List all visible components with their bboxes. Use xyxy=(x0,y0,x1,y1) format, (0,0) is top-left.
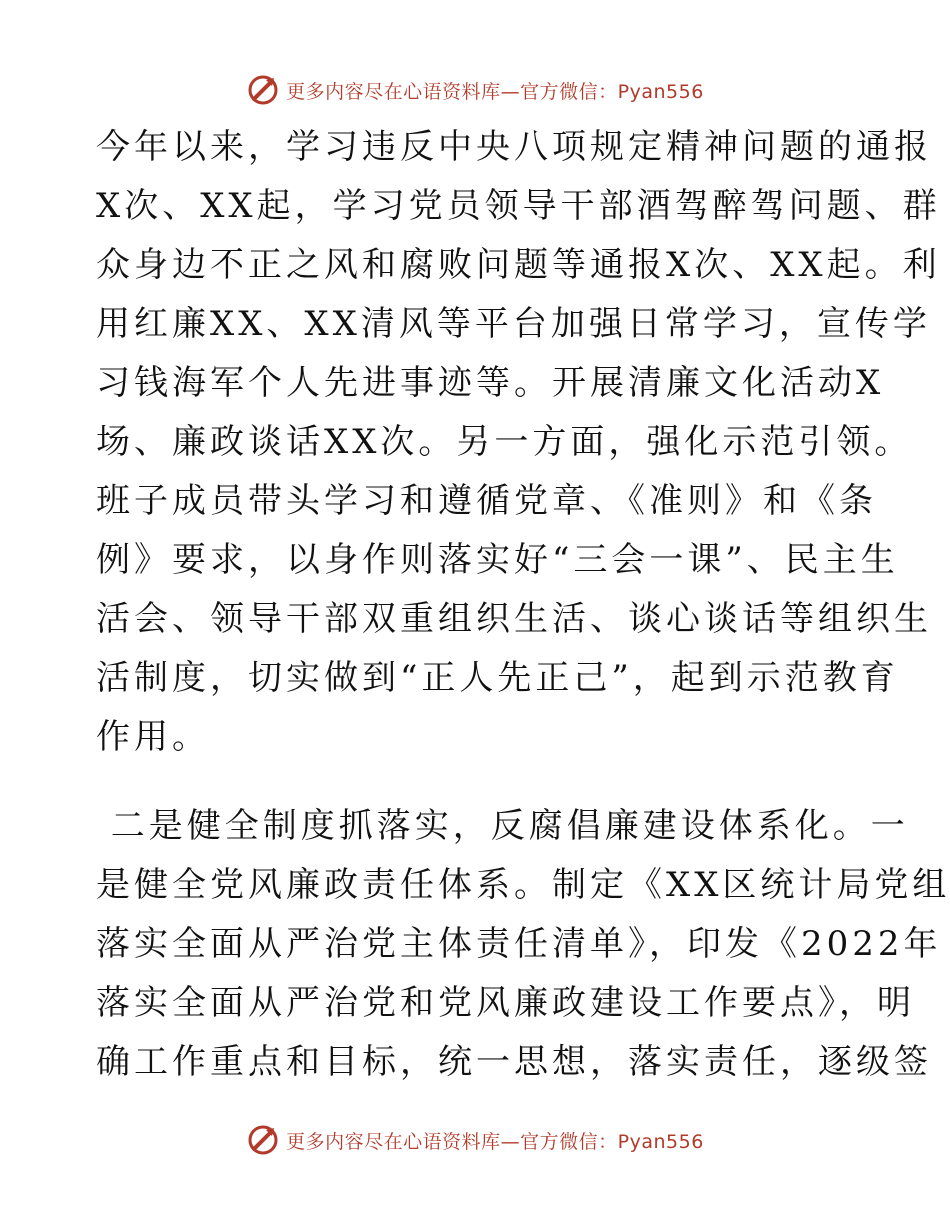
text-line: 班子成员带头学习和遵循党章、《准则》和《条 xyxy=(96,481,877,521)
text-line: 活制度，切实做到“正人先正己”，起到示范教育 xyxy=(96,658,899,698)
text-line: 落实全面从严治党和党风廉政建设工作要点》，明 xyxy=(96,983,915,1023)
text-line: 今年以来，学习违反中央八项规定精神问题的通报 xyxy=(96,127,932,167)
paragraph-2 xyxy=(96,797,950,1092)
brush-logo-icon xyxy=(246,73,280,107)
text-line: 例》要求，以身作则落实好“三会一课”、民主生 xyxy=(96,540,899,580)
text-line: 习钱海军个人先进事迹等。开展清廉文化活动X xyxy=(96,363,885,403)
document-body xyxy=(96,118,950,1092)
text-line: 活会、领导干部双重组织生活、谈心谈话等组织生 xyxy=(96,599,932,639)
text-line: 用红廉XX、XX清风等平台加强日常学习，宣传学 xyxy=(96,304,931,344)
text-line: 二是健全制度抓落实，反腐倡廉建设体系化。一 xyxy=(96,806,909,846)
text-line: 确工作重点和目标，统一思想，落实责任，逐级签 xyxy=(96,1042,932,1082)
footer-watermark xyxy=(0,1120,950,1160)
watermark-text: 更多内容尽在心语资料库—官方微信：Pyan556 xyxy=(286,80,704,103)
text-line: 场、廉政谈话XX次。另一方面，强化示范引领。 xyxy=(96,422,913,462)
paragraph-1 xyxy=(96,118,941,767)
watermark-text: 更多内容尽在心语资料库—官方微信：Pyan556 xyxy=(286,1130,704,1153)
brush-logo-icon xyxy=(246,1123,280,1157)
paragraph-spacer xyxy=(96,767,866,797)
text-line: 落实全面从严治党主体责任清单》，印发《2022年 xyxy=(96,924,942,964)
text-line: X次、XX起，学习党员领导干部酒驾醉驾问题、群 xyxy=(96,186,941,226)
text-line: 是健全党风廉政责任体系。制定《XX区统计局党组 xyxy=(96,865,950,905)
header-watermark xyxy=(0,70,950,110)
text-line: 众身边不正之风和腐败问题等通报X次、XX起。利 xyxy=(96,245,941,285)
text-line: 作用。 xyxy=(96,717,210,757)
